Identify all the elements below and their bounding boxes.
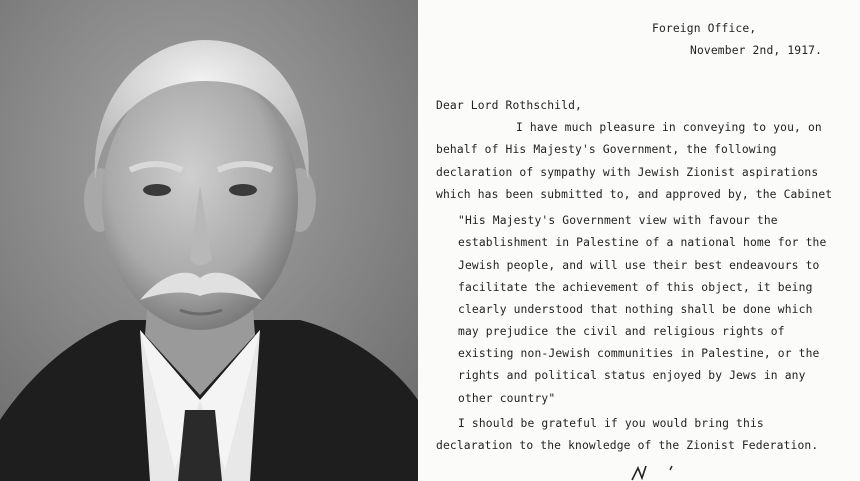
letter-office: Foreign Office, [652, 22, 757, 35]
letter-date: November 2nd, 1917. [690, 44, 823, 57]
letter-closing-line: I should be grateful if you would bring this [458, 417, 764, 430]
letter-quote-line: "His Majesty's Government view with favour the [458, 214, 778, 227]
letter-quote-line: other country" [458, 392, 556, 405]
letter-quote-line: Jewish people, and will use their best endeavours to [458, 259, 820, 272]
portrait-illustration [0, 0, 418, 481]
letter-document [418, 0, 860, 481]
letter-salutation: Dear Lord Rothschild, [436, 99, 582, 112]
letter-quote-line: clearly understood that nothing shall be done which [458, 303, 813, 316]
letter-quote-line: rights and political status enjoyed by Jews in any [458, 369, 806, 382]
letter-paragraph-line: behalf of His Majesty's Government, the following [436, 143, 777, 156]
letter-paragraph-line: which has been submitted to, and approved by, the Cabinet [436, 188, 833, 201]
signature-mark [630, 462, 690, 481]
letter-quote-line: establishment in Palestine of a national home for the [458, 236, 827, 249]
letter-quote-line: may prejudice the civil and religious rights of [458, 325, 785, 338]
letter-quote-line: facilitate the achievement of this object, it being [458, 281, 813, 294]
letter-quote-line: existing non-Jewish communities in Palestine, or the [458, 347, 820, 360]
letter-paragraph-line: declaration of sympathy with Jewish Zionist aspirations [436, 166, 819, 179]
portrait-photo [0, 0, 418, 481]
letter-closing-line: declaration to the knowledge of the Zionist Federation. [436, 439, 819, 452]
letter-paragraph-line: I have much pleasure in conveying to you, on [516, 121, 822, 134]
